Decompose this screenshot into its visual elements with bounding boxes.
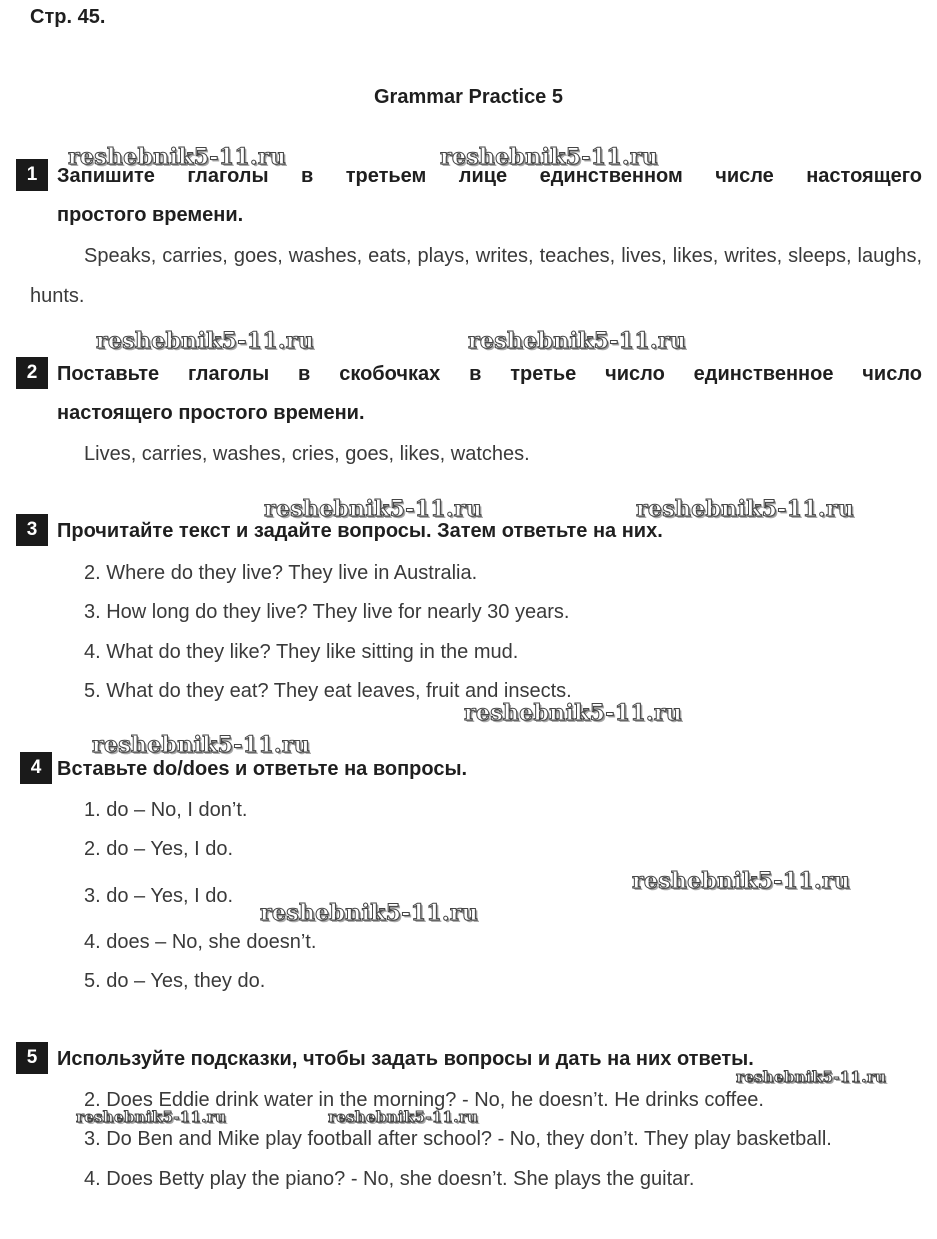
task-instruction: Используйте подсказки, чтобы задать вопросы и дать на них ответы. — [57, 1048, 754, 1070]
watermark: reshebnik5-11.ru — [468, 328, 687, 354]
watermark: reshebnik5-11.ru — [464, 700, 683, 726]
list-item: 5. What do they eat? They eat leaves, fruit and insects. — [84, 680, 572, 702]
list-item: 3. Do Ben and Mike play football after school? - No, they don’t. They play basketball. — [84, 1128, 832, 1150]
list-item: 3. do – Yes, I do. — [84, 885, 234, 907]
list-item: 2. Does Eddie drink water in the morning? - No, he doesn’t. He drinks coffee. — [84, 1089, 764, 1111]
page-title: Grammar Practice 5 — [373, 86, 563, 108]
watermark: reshebnik5-11.ru — [328, 1108, 479, 1126]
watermark: reshebnik5-11.ru — [632, 868, 851, 894]
task-answer: Speaks, carries, goes, washes, eats, plays, writes, teaches, lives, likes, writes, sleeps, laughs, hunts. — [30, 245, 922, 307]
watermark: reshebnik5-11.ru — [440, 144, 659, 170]
list-item: 2. do – Yes, I do. — [84, 838, 234, 860]
list-item: 4. does – No, she doesn’t. — [84, 931, 317, 953]
task-instruction: Прочитайте текст и задайте вопросы. Затем ответьте на них. — [57, 520, 663, 542]
watermark: reshebnik5-11.ru — [68, 144, 287, 170]
task-instruction: Поставьте глаголы в скобочках в третье число единственное число — [57, 363, 922, 385]
task-number-badge: 3 — [16, 514, 48, 546]
page-label: Стр. 45. — [30, 6, 106, 28]
list-item: 3. How long do they live? They live for nearly 30 years. — [84, 601, 570, 623]
watermark: reshebnik5-11.ru — [736, 1068, 887, 1086]
list-item: 4. What do they like? They like sitting in the mud. — [84, 641, 519, 663]
list-item: 5. do – Yes, they do. — [84, 970, 266, 992]
task-number-badge: 5 — [16, 1042, 48, 1074]
task-answer: Lives, carries, washes, cries, goes, likes, watches. — [84, 443, 530, 465]
watermark: reshebnik5-11.ru — [96, 328, 315, 354]
watermark: reshebnik5-11.ru — [260, 900, 479, 926]
task-instruction: простого времени. — [57, 204, 244, 226]
list-item: 1. do – No, I don’t. — [84, 799, 248, 821]
list-item: 4. Does Betty play the piano? - No, she doesn’t. She plays the guitar. — [84, 1168, 695, 1190]
task-instruction: Запишите глаголы в третьем лице единственном числе настоящего — [57, 165, 922, 187]
task-instruction: Вставьте do/does и ответьте на вопросы. — [57, 758, 468, 780]
list-item: 2. Where do they live? They live in Australia. — [84, 562, 478, 584]
task-instruction: настоящего простого времени. — [57, 402, 365, 424]
task-number-badge: 2 — [16, 357, 48, 389]
watermark: reshebnik5-11.ru — [76, 1108, 227, 1126]
watermark: reshebnik5-11.ru — [636, 496, 855, 522]
task-number-badge: 4 — [20, 752, 52, 784]
watermark: reshebnik5-11.ru — [264, 496, 483, 522]
task-number-badge: 1 — [16, 159, 48, 191]
watermark: reshebnik5-11.ru — [92, 732, 311, 758]
